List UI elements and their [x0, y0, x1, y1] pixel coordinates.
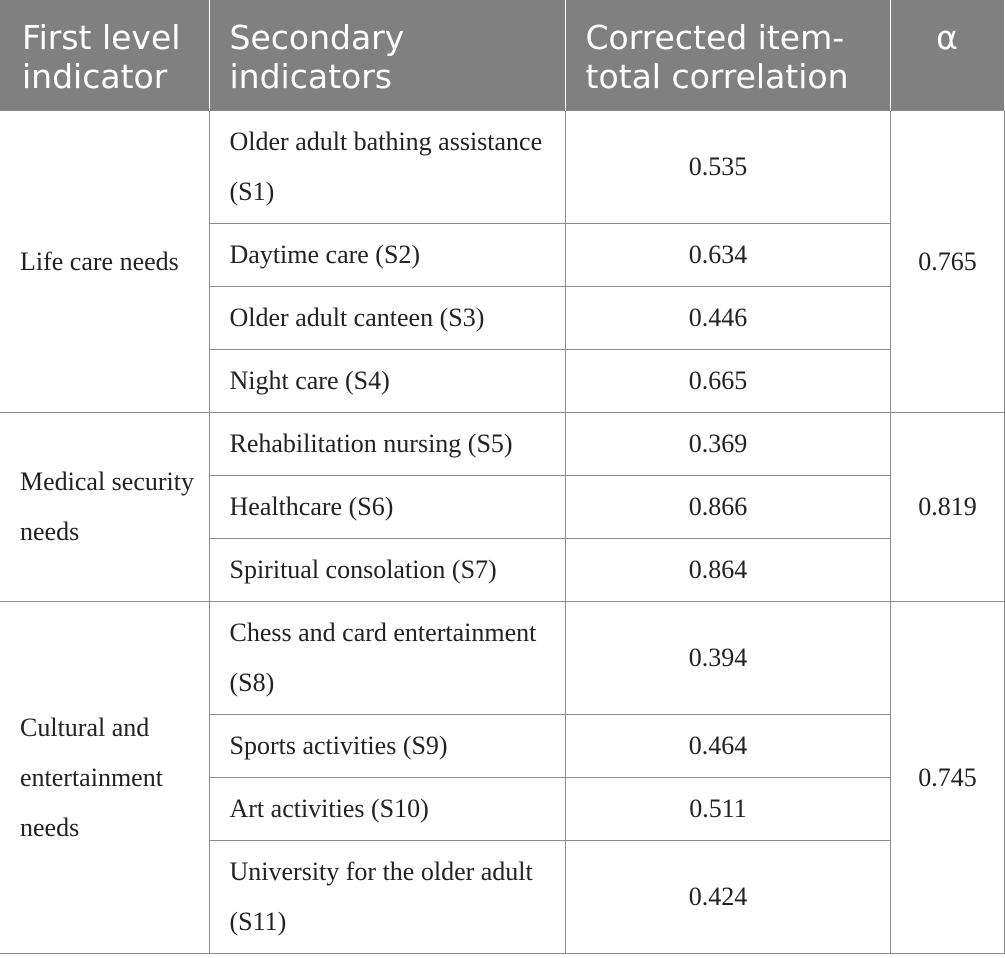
first-level-cell: Cultural and entertainment needs — [0, 602, 209, 954]
secondary-cell: Daytime care (S2) — [209, 224, 565, 287]
secondary-cell: Rehabilitation nursing (S5) — [209, 413, 565, 476]
correlation-cell: 0.634 — [565, 224, 890, 287]
header-secondary: Secondary indicators — [209, 0, 565, 111]
secondary-cell: Art activities (S10) — [209, 778, 565, 841]
correlation-cell: 0.511 — [565, 778, 890, 841]
correlation-cell: 0.866 — [565, 476, 890, 539]
table-row — [0, 111, 1004, 224]
header-alpha: α — [890, 0, 1004, 111]
secondary-cell: Sports activities (S9) — [209, 715, 565, 778]
correlation-cell: 0.394 — [565, 602, 890, 715]
secondary-cell: Night care (S4) — [209, 350, 565, 413]
alpha-cell: 0.765 — [890, 111, 1004, 413]
correlation-cell: 0.464 — [565, 715, 890, 778]
secondary-cell: Chess and card entertainment (S8) — [209, 602, 565, 715]
table-body — [0, 111, 1004, 954]
correlation-cell: 0.369 — [565, 413, 890, 476]
correlation-cell: 0.535 — [565, 111, 890, 224]
first-level-cell: Life care needs — [0, 111, 209, 413]
correlation-cell: 0.446 — [565, 287, 890, 350]
correlation-cell: 0.665 — [565, 350, 890, 413]
header-first-level: First level indicator — [0, 0, 209, 111]
table-row — [0, 413, 1004, 476]
secondary-cell: Healthcare (S6) — [209, 476, 565, 539]
secondary-cell: University for the older adult (S11) — [209, 841, 565, 954]
alpha-cell: 0.819 — [890, 413, 1004, 602]
correlation-cell: 0.864 — [565, 539, 890, 602]
correlation-cell: 0.424 — [565, 841, 890, 954]
table-header — [0, 0, 1004, 111]
header-row — [0, 0, 1004, 111]
header-correlation: Corrected item-total correlation — [565, 0, 890, 111]
table-row — [0, 602, 1004, 715]
secondary-cell: Older adult canteen (S3) — [209, 287, 565, 350]
alpha-cell: 0.745 — [890, 602, 1004, 954]
secondary-cell: Older adult bathing assistance (S1) — [209, 111, 565, 224]
secondary-cell: Spiritual consolation (S7) — [209, 539, 565, 602]
first-level-cell: Medical security needs — [0, 413, 209, 602]
